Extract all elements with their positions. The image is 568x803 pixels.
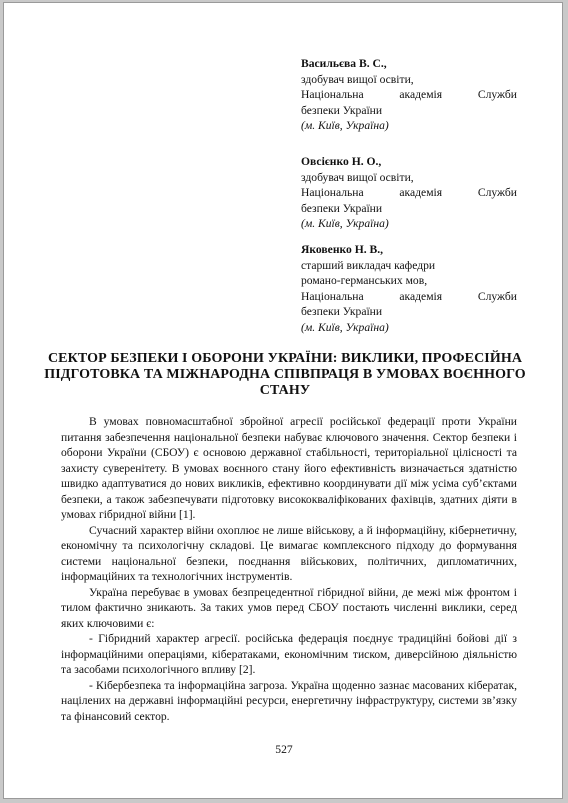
- author-position: здобувач вищої освіти,: [301, 72, 414, 86]
- list-item: - Кібербезпека та інформаційна загроза. Україна щоденно зазнає масованих кібератак, націлених на державні інформаційні ресурси, енергетичну інфраструктуру, системи зв’язку та фінансовий сектор.: [61, 678, 517, 723]
- author-organization-line2: безпеки України: [301, 201, 383, 215]
- author-block-1: [301, 56, 517, 134]
- author-organization: Національна академія Служби: [301, 88, 517, 101]
- author-position-line2: романо-германських мов,: [301, 274, 428, 287]
- author-name: Овсієнко Н. О.,: [301, 155, 382, 168]
- author-city: (м. Київ, Україна): [301, 320, 389, 334]
- author-block-2: [301, 154, 517, 232]
- author-position: здобувач вищої освіти,: [301, 170, 414, 184]
- page-number: 527: [275, 743, 293, 756]
- article-title: СЕКТОР БЕЗПЕКИ І ОБОРОНИ УКРАЇНИ: ВИКЛИКИ, ПРОФЕСІЙНА ПІДГОТОВКА ТА МІЖНАРОДНА СПІВПРАЦЯ В УМОВАХ ВОЄННОГО СТАНУ: [44, 351, 526, 398]
- author-organization-line2: безпеки України: [301, 305, 383, 318]
- author-name: Васильєва В. С.,: [301, 57, 387, 70]
- document-page: [3, 2, 563, 799]
- paragraph: В умовах повномасштабної збройної агресії російської федерації проти України питання забезпечення національної безпеки набуває ключового значення. Сектор безпеки і оборони України (СБОУ) є основою державної стабільності, територіальної цілісності та захисту суверенітету. В умовах воєнного стану його ефективність визначається здатністю швидко адаптуватися до нових викликів, ефективно координувати дії між усіма суб’єктами безпеки, а також забезпечувати підготовку висококваліфікованих фахівців, здатних діяти в умовах гібридної війни [1].: [61, 415, 517, 521]
- article-body: [61, 414, 517, 724]
- author-organization-line2: безпеки України: [301, 103, 383, 117]
- paragraph: Сучасний характер війни охоплює не лише військову, а й інформаційну, кібернетичну, економічну та психологічну складові. Це вимагає комплексного підходу до формування системи національної безпеки, поєднання військових, політичних, дипломатичних, інформаційних та технологічних інструментів.: [61, 523, 517, 583]
- author-city: (м. Київ, Україна): [301, 217, 389, 230]
- author-position: старший викладач кафедри: [301, 258, 436, 272]
- author-organization: Національна академія Служби: [301, 186, 517, 199]
- author-name: Яковенко Н. В.,: [301, 243, 384, 256]
- author-city: (м. Київ, Україна): [301, 119, 389, 132]
- list-item: - Гібридний характер агресії. російська федерація поєднує традиційні бойові дії з інформаційними операціями, кібератаками, економічним тиском, диверсійною діяльністю та засобами психологічного впливу [2].: [61, 632, 517, 676]
- author-organization: Національна академія Служби: [301, 289, 517, 303]
- author-block-3: [301, 242, 517, 335]
- paragraph: Україна перебуває в умовах безпрецедентної гібридної війни, де межі між фронтом і тилом фактично зникають. За таких умов перед СБОУ постають численні виклики, серед яких ключовими є:: [61, 585, 517, 630]
